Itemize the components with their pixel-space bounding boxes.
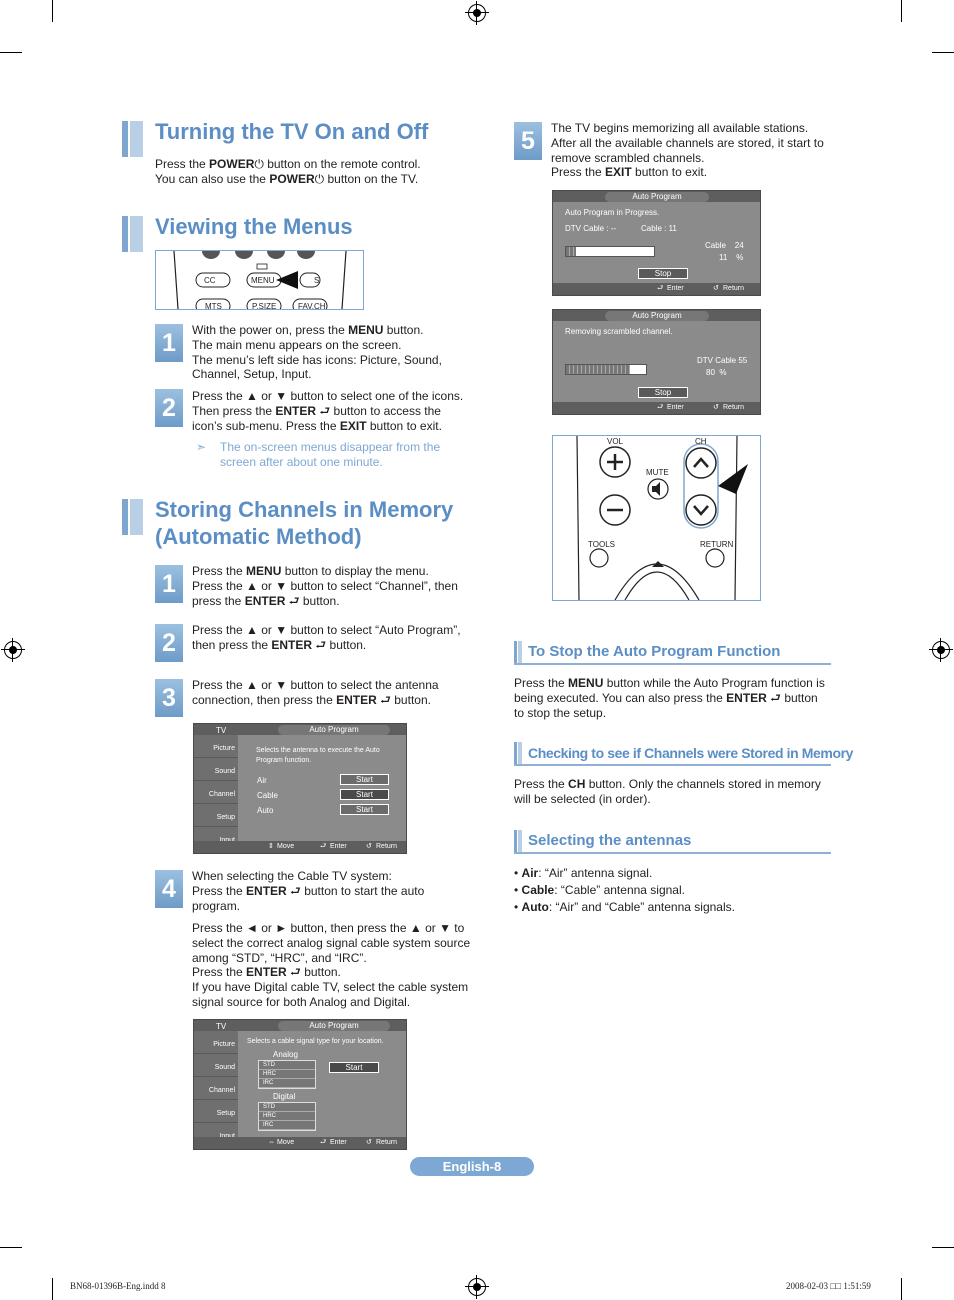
favch-button: FAV.CH [298, 302, 326, 310]
osd-footer [553, 402, 760, 414]
osd-enter-label: Enter [667, 285, 684, 292]
subsection-rule [514, 852, 831, 854]
storing-step2-text: Press the ▲ or ▼ button to select “Auto Program”, then press the ENTER ⮐ button. [192, 623, 461, 652]
step5-text: The TV begins memorizing all available stations. After all the available channels are stored, it start to remove scrambled channels. Press the EXIT button to exit. [551, 121, 824, 180]
mts-button: MTS [205, 302, 222, 310]
s-button: S [314, 276, 320, 285]
list-item: • Air: “Air” antenna signal. [514, 866, 653, 880]
osd-enter-label: Enter [667, 404, 684, 411]
osd-enter-label: Enter [330, 1139, 347, 1146]
enter-icon: ⮐ [290, 883, 301, 898]
osd-title: Auto Program [605, 192, 709, 202]
enter-icon: ⮐ [380, 692, 391, 707]
cc-button: CC [204, 276, 216, 285]
enter-icon: ⮐ [320, 843, 327, 850]
step-number: 1 [155, 565, 183, 603]
step-number: 1 [155, 324, 183, 362]
slug-right: 2008-02-03 □□ 1:51:59 [786, 1281, 871, 1291]
section-bar [122, 499, 143, 535]
ch-label: CH [695, 437, 707, 446]
crop-mark [52, 0, 53, 22]
osd-side-sound: Sound [194, 758, 238, 781]
osd-scrambled-screen [552, 309, 761, 415]
osd-option: STD [259, 1061, 315, 1070]
antenna-list [514, 865, 834, 916]
crop-mark [52, 1278, 53, 1300]
crop-mark [0, 52, 22, 53]
osd-side-channel: Channel [194, 781, 238, 804]
osd-start-button: Start [340, 774, 389, 785]
slug-left: BN68-01396B-Eng.indd 8 [70, 1281, 166, 1291]
turning-text: Press the POWER⏻ button on the remote control. You can also use the POWER⏻ button on the TV. [155, 157, 421, 186]
menus-step1-text: With the power on, press the MENU button. The main menu appears on the screen. The menu’s left side has icons: Picture, Sound, Channel, Setup, Input. [192, 323, 442, 382]
osd-side-setup: Setup [194, 804, 238, 827]
osd-row-label: Air [257, 776, 267, 785]
step-number: 4 [155, 870, 183, 908]
storing-step3-text: Press the ▲ or ▼ button to select the antenna connection, then press the ENTER ⮐ button. [192, 678, 439, 707]
move-icon: ⇕ [268, 843, 274, 850]
progress-fill [566, 247, 576, 256]
osd-return-label: Return [723, 404, 745, 411]
osd-desc: Program function. [256, 757, 312, 764]
subsection-title-stop: To Stop the Auto Program Function [528, 643, 781, 660]
progress-bar [565, 364, 647, 375]
storing-step4-text: When selecting the Cable TV system: Press the ENTER ⮐ button to start the auto program. [192, 869, 425, 913]
menu-button: MENU [251, 276, 275, 285]
tools-label: TOOLS [588, 540, 615, 549]
osd-option: IRC [259, 1079, 315, 1088]
osd-digital-label: Digital [273, 1092, 296, 1101]
section-title-turning: Turning the TV On and Off [155, 119, 429, 144]
osd-option: HRC [259, 1112, 315, 1121]
osd-footer [194, 1137, 406, 1149]
stop-button: Stop [638, 387, 688, 398]
osd-dtv-cable: DTV Cable : -- [565, 224, 617, 233]
mute-label: MUTE [646, 468, 669, 477]
subsection-title-check: Checking to see if Channels were Stored in Memory [528, 745, 854, 761]
osd-start-button: Start [340, 804, 389, 815]
remote-illustration-ch [552, 435, 761, 601]
move-icon: ⇔ [268, 1139, 275, 1146]
crop-mark [932, 52, 954, 53]
remote-svg [553, 436, 760, 600]
subsection-title-antennas: Selecting the antennas [528, 832, 692, 849]
check-text: Press the CH button. Only the channels stored in memory will be selected (in order). [514, 777, 821, 806]
list-item: • Cable: “Cable” antenna signal. [514, 883, 685, 897]
osd-move-label: Move [277, 1139, 295, 1146]
list-item: • Auto: “Air” and “Cable” antenna signals. [514, 900, 735, 914]
menus-step2-text: Press the ▲ or ▼ button to select one of the icons. Then press the ENTER ⮐ button to access the icon’s sub-menu. Press the EXIT button to exit. [192, 389, 464, 433]
osd-title: Auto Program [278, 1021, 390, 1031]
return-icon: ↺ [713, 285, 719, 292]
osd-tv-label: TV [216, 1022, 227, 1031]
section-title-menus: Viewing the Menus [155, 214, 353, 239]
step-number: 3 [155, 679, 183, 717]
enter-icon: ⮐ [319, 403, 331, 418]
osd-cable-screen [193, 1019, 407, 1150]
step-number: 2 [155, 389, 183, 427]
enter-icon: ⮐ [315, 637, 327, 652]
return-icon: ↺ [366, 843, 372, 850]
crop-mark [0, 1247, 22, 1248]
osd-start-button: Start [340, 789, 389, 800]
osd-return-label: Return [723, 285, 745, 292]
osd-cable-count: Cable : 11 [641, 224, 677, 233]
osd-antenna-screen [193, 723, 407, 854]
section-bar [122, 121, 143, 157]
power-icon: ⏻ [314, 171, 325, 186]
osd-side-picture: Picture [194, 1031, 238, 1054]
osd-side-picture: Picture [194, 735, 238, 758]
section-title-storing-1: Storing Channels in Memory [155, 497, 454, 522]
osd-footer [553, 283, 760, 295]
osd-return-label: Return [376, 1139, 398, 1146]
osd-side-setup: Setup [194, 1100, 238, 1123]
enter-icon: ⮐ [657, 285, 664, 292]
vol-label: VOL [607, 437, 624, 446]
storing-step4b-text: Press the ◄ or ► button, then press the ▲ or ▼ to select the correct analog signal cable system source among “STD”, “HRC”, and “IRC”. Press the ENTER ⮐ button. If you have Digital cable TV, select the cable system signal source for both Analog and Digital. [192, 921, 471, 1009]
progress-bar [565, 246, 655, 257]
menus-note: The on-screen menus disappear from the screen after about one minute. [220, 440, 441, 469]
enter-icon: ⮐ [320, 1139, 327, 1146]
osd-right-percent: 80 % [706, 368, 727, 377]
progress-fill [566, 365, 630, 374]
osd-side-sound: Sound [194, 1054, 238, 1077]
page-number: English-8 [410, 1157, 534, 1176]
section-bar [122, 216, 143, 252]
osd-tv-label: TV [216, 726, 227, 735]
enter-icon: ⮐ [288, 593, 300, 608]
enter-icon: ⮐ [657, 404, 664, 411]
enter-icon: ⮐ [770, 690, 781, 705]
storing-step1-text: Press the MENU button to display the menu. Press the ▲ or ▼ button to select “Channel”, then press the ENTER ⮐ button. [192, 564, 458, 608]
note-arrow-icon: ➣ [196, 440, 207, 454]
power-icon: ⏻ [254, 157, 264, 171]
osd-analog-list [258, 1060, 316, 1089]
osd-move-label: Move [277, 843, 295, 850]
osd-footer [194, 841, 406, 853]
osd-option: STD [259, 1103, 315, 1112]
psize-button: P.SIZE [252, 302, 277, 310]
registration-mark-icon [468, 4, 486, 22]
subsection-bar [514, 641, 522, 665]
subsection-bar [514, 830, 522, 854]
osd-title: Auto Program [605, 311, 709, 321]
osd-option: HRC [259, 1070, 315, 1079]
osd-progress-screen [552, 190, 761, 296]
return-label: RETURN [700, 540, 734, 549]
registration-mark-icon [4, 641, 22, 659]
subsection-rule [514, 764, 831, 766]
subsection-bar [514, 742, 522, 766]
osd-desc: Selects the antenna to execute the Auto [256, 747, 380, 754]
osd-row-label: Auto [257, 806, 274, 815]
osd-sidebar [194, 1031, 238, 1137]
osd-row-label: Cable [257, 791, 278, 800]
osd-digital-list [258, 1102, 316, 1131]
return-icon: ↺ [713, 404, 719, 411]
step-number: 5 [514, 122, 542, 160]
subsection-rule [514, 663, 831, 665]
section-title-storing-2: (Automatic Method) [155, 524, 362, 549]
return-icon: ↺ [366, 1139, 372, 1146]
osd-desc: Selects a cable signal type for your location. [247, 1038, 384, 1045]
crop-mark [901, 1278, 902, 1300]
osd-side-channel: Channel [194, 1077, 238, 1100]
step-number: 2 [155, 624, 183, 662]
registration-mark-icon [932, 641, 950, 659]
crop-mark [932, 1247, 954, 1248]
osd-start-button: Start [329, 1062, 379, 1073]
osd-title: Auto Program [278, 725, 390, 735]
osd-return-label: Return [376, 843, 398, 850]
osd-sidebar [194, 735, 238, 841]
registration-mark-icon [468, 1278, 486, 1296]
osd-right-line: DTV Cable 55 [697, 356, 748, 365]
osd-enter-label: Enter [330, 843, 347, 850]
remote-illustration-menu [155, 250, 364, 310]
osd-status: Removing scrambled channel. [565, 327, 673, 336]
crop-mark [901, 0, 902, 22]
osd-option: IRC [259, 1121, 315, 1130]
osd-analog-label: Analog [273, 1050, 298, 1059]
enter-icon: ⮐ [290, 965, 301, 980]
stop-text: Press the MENU button while the Auto Program function is being executed. You can also press the ENTER ⮐ button to stop the setup. [514, 676, 825, 720]
osd-right-percent: 11 % [719, 253, 744, 262]
osd-right-line: Cable 24 [705, 241, 744, 250]
osd-status: Auto Program in Progress. [565, 208, 660, 217]
stop-button: Stop [638, 268, 688, 279]
